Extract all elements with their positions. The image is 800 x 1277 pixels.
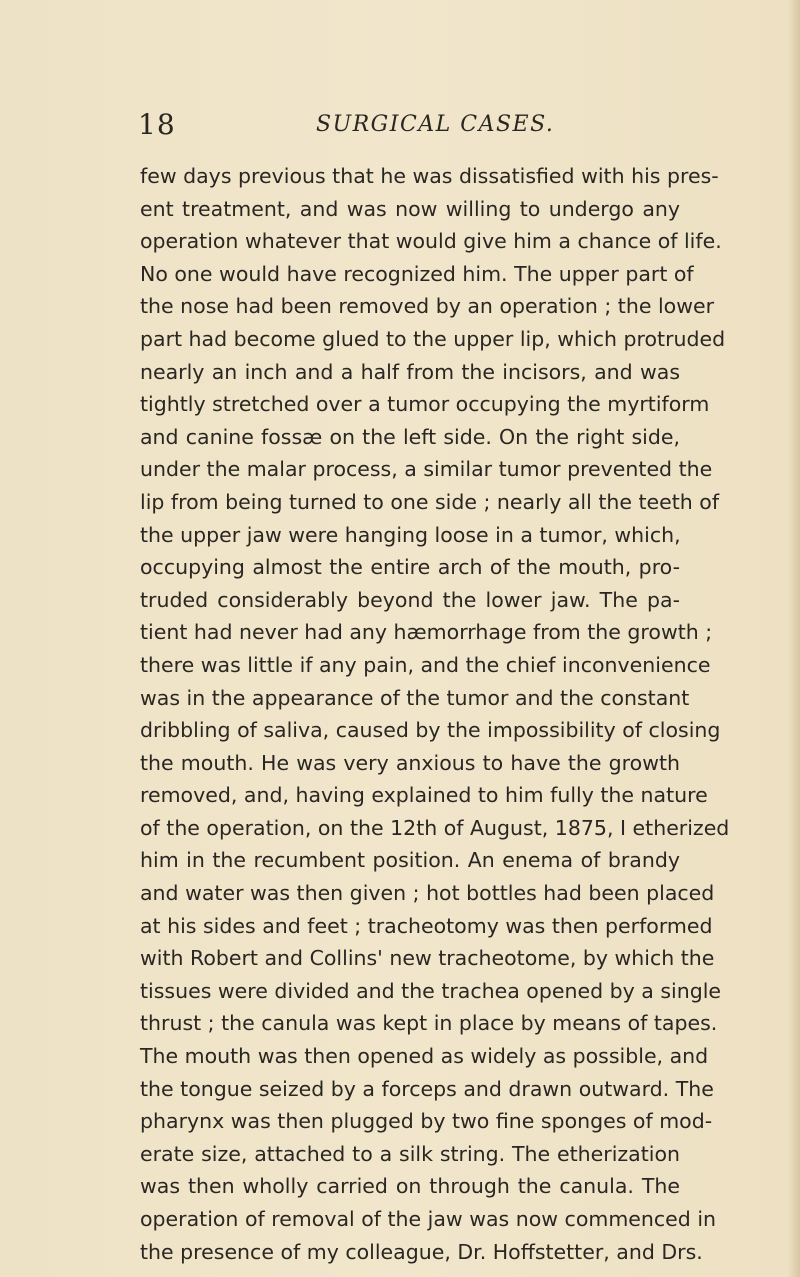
text-line: him in the recumbent position. An enema of brandy	[140, 848, 680, 873]
running-head: SURGICAL CASES.	[316, 112, 555, 137]
text-line: truded considerably beyond the lower jaw. The pa-	[140, 587, 680, 612]
text-line: and water was then given ; hot bottles had been placed	[140, 881, 715, 906]
text-line: few days previous that he was dissatisfied with his pres-	[140, 164, 719, 188]
text-line: with Robert and Collins' new tracheotome, by which the	[140, 946, 715, 971]
text-line: nearly an inch and a half from the incisors, and was	[140, 359, 680, 384]
text-line: operation whatever that would give him a chance of life.	[140, 229, 722, 254]
text-line: erate size, attached to a silk string. The etherization	[140, 1141, 680, 1166]
text-line: removed, and, having explained to him fully the nature	[140, 783, 708, 808]
text-line: of the operation, on the 12th of August, 1875, I etherized	[140, 815, 730, 840]
text-line: the upper jaw were hanging loose in a tumor, which,	[140, 522, 681, 547]
text-line: operation of removal of the jaw was now commenced in	[140, 1207, 717, 1231]
text-line: occupying almost the entire arch of the mouth, pro-	[140, 555, 680, 580]
text-line: lip from being turned to one side ; nearly all the teeth of	[140, 489, 720, 514]
text-line: part had become glued to the upper lip, which protruded	[140, 326, 726, 351]
page-edge-shadow	[788, 0, 800, 1277]
text-line: the tongue seized by a forceps and drawn outward. The	[140, 1076, 714, 1101]
text-line: at his sides and feet ; tracheotomy was then performed	[140, 913, 713, 938]
text-line: was then wholly carried on through the canula. The	[140, 1174, 680, 1199]
text-line: tient had never had any hæmorrhage from the growth ;	[140, 620, 713, 645]
text-line: under the malar process, a similar tumor prevented the	[140, 457, 713, 482]
text-line: The mouth was then opened as widely as possible, and	[140, 1044, 709, 1069]
page-number: 18	[138, 108, 176, 141]
page-header	[138, 108, 668, 144]
text-line: thrust ; the canula was kept in place by means of tapes.	[140, 1011, 718, 1036]
body-text	[140, 160, 730, 1268]
text-line: ent treatment, and was now willing to undergo any	[140, 196, 680, 221]
text-line: there was little if any pain, and the chief inconvenience	[140, 652, 711, 677]
text-line: was in the appearance of the tumor and the constant	[140, 685, 690, 710]
text-line: pharynx was then plugged by two fine sponges of mod-	[140, 1109, 713, 1134]
text-line: tightly stretched over a tumor occupying the myrtiform	[140, 392, 710, 417]
text-line: the nose had been removed by an operation ; the lower	[140, 294, 715, 319]
text-line: tissues were divided and the trachea opened by a single	[140, 978, 722, 1003]
text-line: and canine fossæ on the left side. On the right side,	[140, 424, 680, 449]
text-line: dribbling of saliva, caused by the impossibility of closing	[140, 718, 721, 743]
text-line: No one would have recognized him. The upper part of	[140, 261, 694, 286]
text-line: the presence of my colleague, Dr. Hoffstetter, and Drs.	[140, 1239, 703, 1264]
text-line: the mouth. He was very anxious to have the growth	[140, 750, 680, 775]
